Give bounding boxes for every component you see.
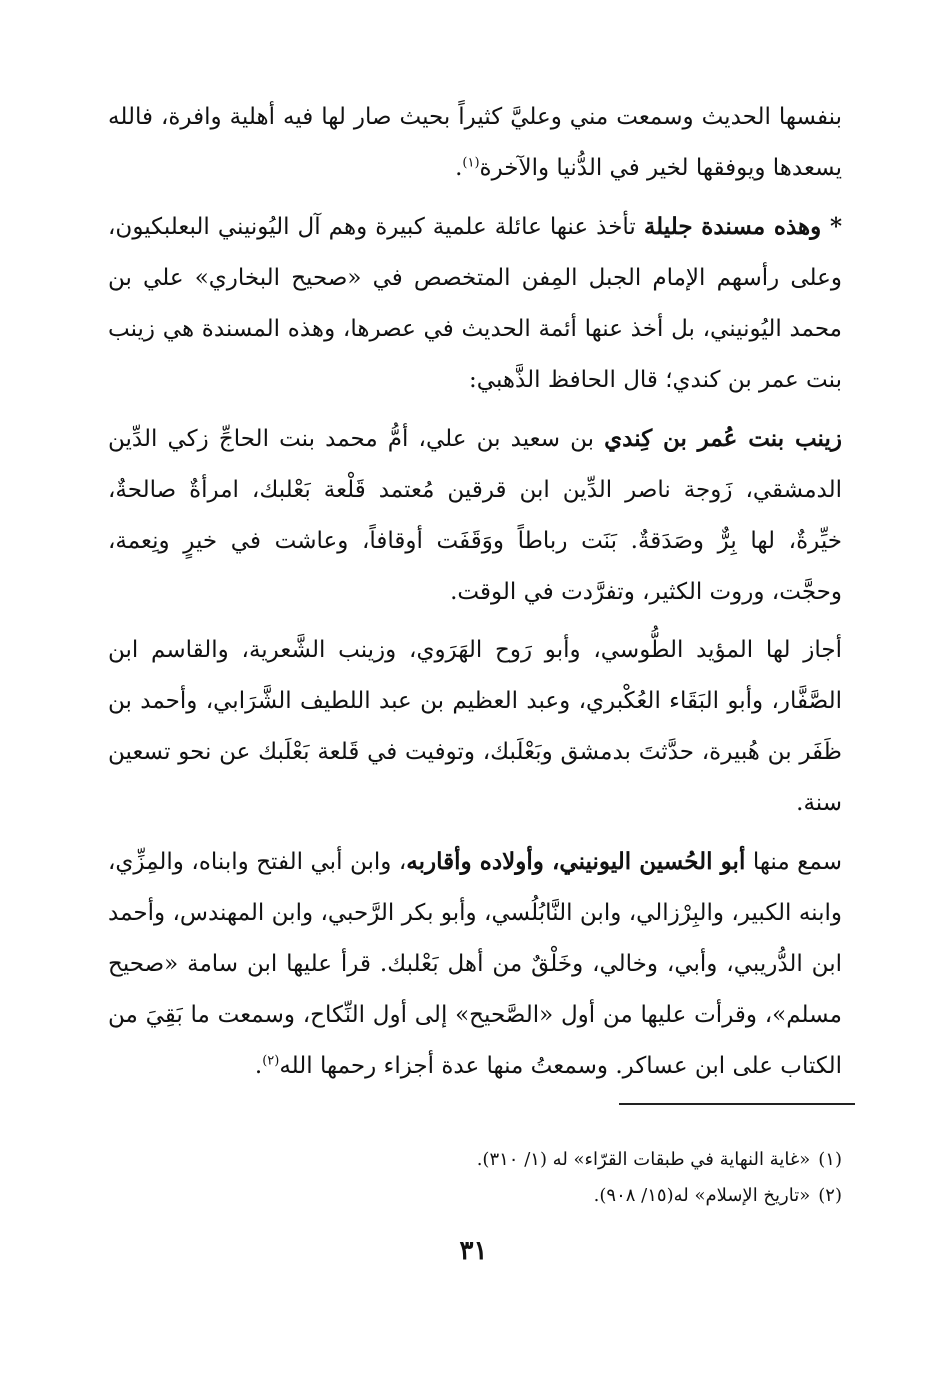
paragraph-text: . — [455, 155, 463, 181]
footnote-ref: (١) — [462, 155, 480, 171]
footnote-divider — [0, 1103, 947, 1105]
paragraph-text: ، وابن أبي الفتح وابناه، والمِزِّي، وابنه الكبير، والبِرْزالي، وابن النَّابُلُسي، وأبو بكر الرَّحبي، وابن المهندس، وأحمد ابن الدُّريبي، وأبي، وخالي، وخَلْقٌ من أهل بَعْلبك. قرأ عليها ابن سامة «صحيح مسلم»، وقرأت عليها من أول «الصَّحيح» إلى أول النِّكاح، وسمعت ما بَقِيَ من الكتاب على ابن عساكر. وسمعتُ منها عدة أجزاء رحمها الله — [108, 849, 842, 1079]
footnote — [108, 1178, 842, 1214]
paragraph-heading: * وهذه مسندة جليلة — [643, 213, 842, 240]
paragraph — [108, 92, 842, 194]
footnote-text: «غاية النهاية في طبقات القرّاء» له (١/ ٣١٠). — [476, 1149, 811, 1170]
footnote-ref: (٢) — [262, 1053, 280, 1069]
biography-name: زينب بنت عُمر بن كِندي — [604, 425, 842, 452]
footnotes — [108, 1142, 842, 1214]
divider-line — [619, 1103, 855, 1105]
paragraph-text: بنفسها الحديث وسمعت مني وعليَّ كثيراً بحيث صار لها فيه أهلية وافرة، فالله يسعدها ويوفقها لخير في الدُّنيا والآخرة — [108, 104, 842, 181]
page-number: ٣١ — [459, 1236, 488, 1266]
emphasized-names: أبو الحُسين اليونيني، وأولاده وأقاربه — [406, 848, 746, 875]
paragraph-text: سمع منها — [745, 849, 842, 875]
paragraph — [108, 413, 842, 618]
paragraph — [108, 625, 842, 829]
paragraph-text: . — [254, 1053, 263, 1079]
footnote-mark: (٢) — [818, 1185, 842, 1206]
footnote-mark: (١) — [818, 1149, 842, 1170]
footnote — [108, 1142, 842, 1178]
paragraph-text: أجاز لها المؤيد الطُّوسي، وأبو رَوح الهَرَوي، وزينب الشَّعرية، والقاسم ابن الصَّفَّار، وأبو البَقَاء العُكْبري، وعبد العظيم بن عبد اللطيف الشَّرَابي، وأحمد بن ظَفَر بن هُبيرة، حدَّثتَ بدمشق وبَعْلَبك، وتوفيت في قَلعة بَعْلَبك عن نحو تسعين سنة. — [108, 637, 842, 816]
paragraph-text: تأخذ عنها عائلة علمية كبيرة وهم آل اليُونيني البعلبكيون، وعلى رأسهم الإمام الجبل المِفن المتخصص في «صحيح البخاري» علي بن محمد اليُونيني، بل أخذ عنها أئمة الحديث في عصرها، وهذه المسندة هي زينب بنت عمر بن كندي؛ قال الحافظ الذَّهبي: — [108, 214, 842, 393]
paragraph — [108, 201, 842, 406]
paragraph — [108, 836, 842, 1092]
footnote-text: «تاريخ الإسلام» له(١٥/ ٩٠٨). — [593, 1185, 811, 1206]
main-text — [108, 92, 842, 1092]
paragraph-text: بن سعيد بن علي، أمُّ محمد بنت الحاجِّ زكي الدِّين الدمشقي، زَوجة ناصر الدِّين ابن قرقين مُعتمد قَلْعة بَعْلبك، امرأةٌ صالحةٌ، خيِّرةٌ، لها بِرٌّ وصَدَقةٌ. بَنَت رباطاً ووَقَفَت أوقافاً، وعاشت في خيرٍ ونِعمة، وحجَّت، وروت الكثير، وتفرَّدت في الوقت. — [108, 426, 842, 605]
